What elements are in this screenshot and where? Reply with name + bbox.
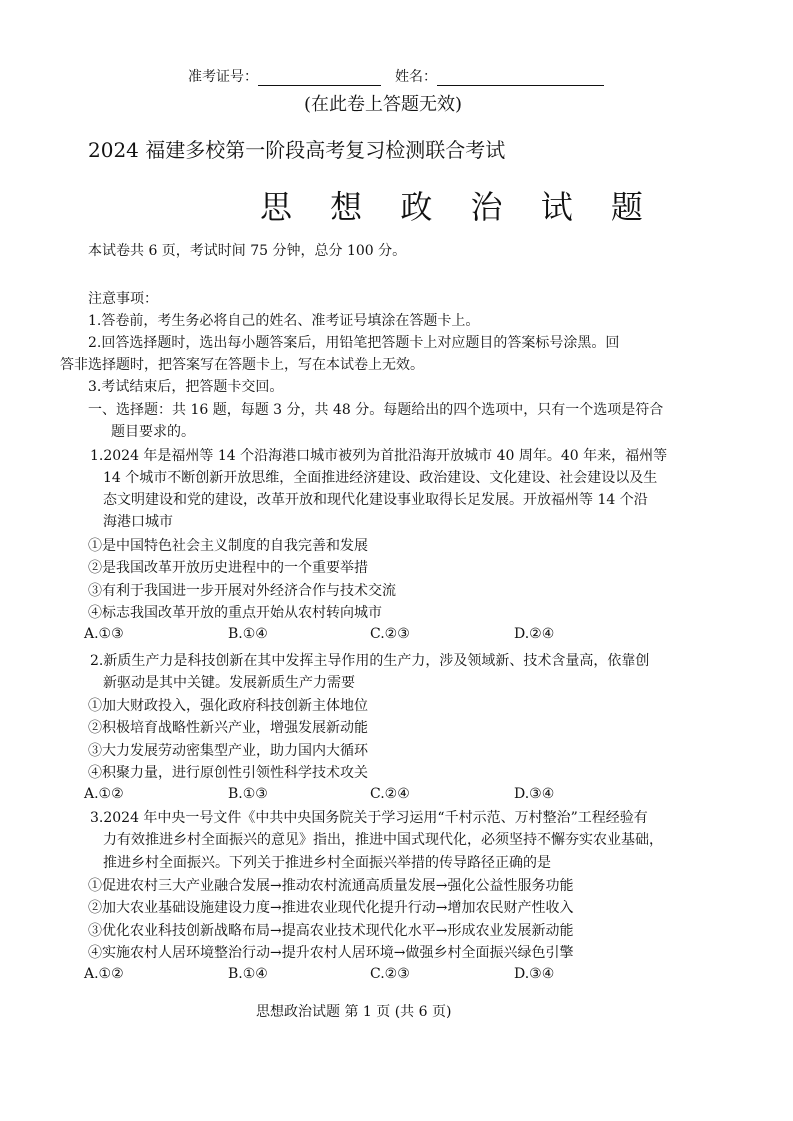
q2-statement: ②积极培育战略性新兴产业，增强发展新动能	[88, 720, 368, 736]
q3-statement: ②加大农业基础设施建设力度→推进农业现代化提升行动→增加农民财产性收入	[88, 900, 574, 916]
q2-option-c: C.②④	[370, 786, 410, 802]
q3-statement: ④实施农村人居环境整治行动→提升农村人居环境→做强乡村全面振兴绿色引擎	[88, 945, 574, 961]
ticket-number-blank	[258, 71, 381, 86]
name-label: 姓名：	[395, 69, 437, 85]
q1-stem-line: 态文明建设和党的建设，改革开放和现代化建设事业取得长足发展。开放福州等 14 个沿	[103, 492, 648, 508]
q1-statement: ②是我国改革开放历史进程中的一个重要举措	[88, 560, 368, 576]
candidate-info-line	[188, 66, 604, 86]
section-heading-cont: 题目要求的。	[111, 424, 195, 440]
q2-statement: ④积聚力量，进行原创性引领性科学技术攻关	[88, 765, 368, 781]
q2-option-d: D.③④	[514, 786, 555, 802]
note-item-2-cont: 答非选择题时，把答案写在答题卡上，写在本试卷上无效。	[60, 357, 424, 373]
q3-statement: ③优化农业科技创新战略布局→提高农业技术现代化水平→形成农业发展新动能	[88, 923, 574, 939]
q1-statement: ④标志我国改革开放的重点开始从农村转向城市	[88, 605, 382, 621]
invalid-notice: (在此卷上答题无效)	[304, 94, 463, 115]
q1-statement: ①是中国特色社会主义制度的自我完善和发展	[88, 538, 368, 554]
q1-option-d: D.②④	[514, 626, 555, 642]
q1-option-a: A.①③	[84, 626, 124, 642]
q3-option-d: D.③④	[514, 966, 555, 982]
q3-statement: ①促进农村三大产业融合发展→推动农村流通高质量发展→强化公益性服务功能	[88, 878, 574, 894]
exam-intro: 本试卷共 6 页，考试时间 75 分钟，总分 100 分。	[88, 243, 407, 259]
q2-option-a: A.①②	[84, 786, 124, 802]
q2-stem-line: 2.新质生产力是科技创新在其中发挥主导作用的生产力，涉及领域新、技术含量高，依靠创	[90, 653, 650, 669]
q3-stem-line: 推进乡村全面振兴。下列关于推进乡村全面振兴举措的传导路径正确的是	[103, 855, 551, 871]
q3-option-a: A.①②	[84, 966, 124, 982]
q2-statement: ③大力发展劳动密集型产业，助力国内大循环	[88, 743, 368, 759]
q2-stem-line: 新驱动是其中关键。发展新质生产力需要	[103, 675, 355, 691]
note-item-3: 3.考试结束后，把答题卡交回。	[88, 379, 284, 395]
q3-option-c: C.②③	[370, 966, 410, 982]
name-blank	[437, 71, 604, 86]
exam-title: 2024 福建多校第一阶段高考复习检测联合考试	[88, 138, 506, 162]
subject-title: 思 想 政 治 试 题	[260, 188, 657, 226]
q3-stem-line: 力有效推进乡村全面振兴的意见》指出，推进中国式现代化，必须坚持不懈夯实农业基础，	[103, 832, 663, 848]
q2-option-b: B.①③	[228, 786, 268, 802]
section-heading: 一、选择题：共 16 题，每题 3 分，共 48 分。每题给出的四个选项中，只有一个选项是符合	[88, 402, 664, 418]
q1-option-c: C.②③	[370, 626, 410, 642]
page-footer: 思想政治试题 第 1 页 (共 6 页)	[256, 1004, 452, 1020]
ticket-number-label: 准考证号：	[188, 69, 258, 85]
q1-stem-line: 1.2024 年是福州等 14 个沿海港口城市被列为首批沿海开放城市 40 周年。40 年来，福州等	[90, 448, 668, 464]
notes-heading: 注意事项：	[88, 291, 158, 307]
q1-stem-line: 海港口城市	[103, 514, 173, 530]
q1-option-b: B.①④	[228, 626, 268, 642]
note-item-1: 1.答卷前，考生务必将自己的姓名、准考证号填涂在答题卡上。	[88, 313, 480, 329]
q3-option-b: B.①④	[228, 966, 268, 982]
q1-statement: ③有利于我国进一步开展对外经济合作与技术交流	[88, 583, 396, 599]
note-item-2: 2.回答选择题时，选出每小题答案后，用铅笔把答题卡上对应题目的答案标号涂黑。回	[88, 335, 620, 351]
q1-stem-line: 14 个城市不断创新开放思维，全面推进经济建设、政治建设、文化建设、社会建设以及生	[103, 470, 658, 486]
q3-stem-line: 3.2024 年中央一号文件《中共中央国务院关于学习运用“千村示范、万村整治”工程经验有	[90, 810, 648, 826]
q2-statement: ①加大财政投入，强化政府科技创新主体地位	[88, 698, 368, 714]
